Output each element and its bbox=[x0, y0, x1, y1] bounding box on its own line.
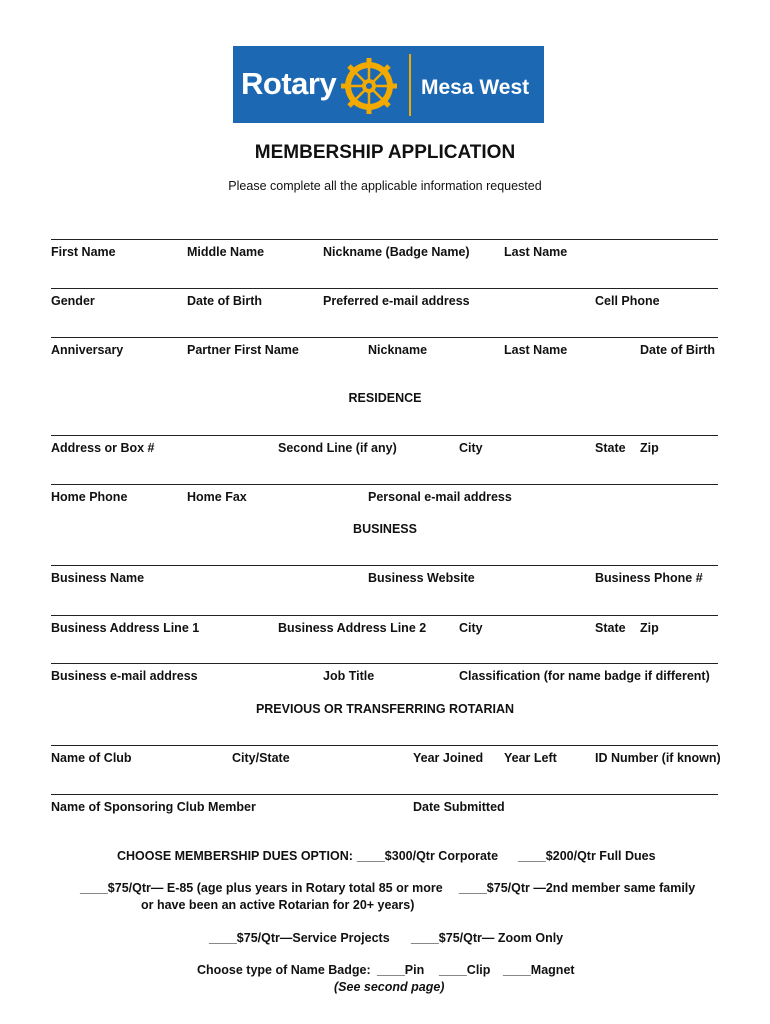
label-second-line: Second Line (if any) bbox=[278, 441, 397, 455]
label-year-joined: Year Joined bbox=[413, 751, 484, 765]
label-job-title: Job Title bbox=[323, 669, 375, 683]
label-id-number: ID Number (if known) bbox=[595, 751, 721, 765]
label-business-email: Business e-mail address bbox=[51, 669, 198, 683]
label-personal-email: Personal e-mail address bbox=[368, 490, 512, 504]
label-address: Address or Box # bbox=[51, 441, 155, 455]
logo-divider bbox=[409, 54, 411, 116]
label-cell-phone: Cell Phone bbox=[595, 294, 660, 308]
page-title: MEMBERSHIP APPLICATION bbox=[254, 142, 516, 163]
label-name-of-club: Name of Club bbox=[51, 751, 132, 765]
dues-option-service-projects[interactable]: ____$75/Qtr—Service Projects bbox=[209, 931, 390, 945]
label-zip: Zip bbox=[640, 441, 659, 455]
input-line-name[interactable] bbox=[51, 239, 718, 240]
rotary-wheel-icon bbox=[341, 58, 397, 114]
label-business-name: Business Name bbox=[51, 571, 145, 585]
page-subtitle: Please complete all the applicable information requested bbox=[228, 179, 542, 193]
input-line-partner[interactable] bbox=[51, 337, 718, 338]
label-year-left: Year Left bbox=[504, 751, 557, 765]
rotary-logo bbox=[233, 46, 544, 123]
label-gender: Gender bbox=[51, 294, 95, 308]
label-last-name: Last Name bbox=[504, 245, 568, 259]
badge-option-pin[interactable]: ____Pin bbox=[377, 963, 425, 977]
label-business-phone: Business Phone # bbox=[595, 571, 703, 585]
input-line-business-name[interactable] bbox=[51, 565, 718, 566]
label-home-phone: Home Phone bbox=[51, 490, 128, 504]
badge-type-label: Choose type of Name Badge: bbox=[197, 963, 371, 977]
dues-option-e85-detail: or have been an active Rotarian for 20+ years) bbox=[141, 898, 415, 912]
dues-option-second-member[interactable]: ____$75/Qtr —2nd member same family bbox=[459, 881, 696, 895]
badge-option-clip[interactable]: ____Clip bbox=[439, 963, 491, 977]
label-business-state: State bbox=[595, 621, 626, 635]
dues-option-zoom[interactable]: ____$75/Qtr— Zoom Only bbox=[411, 931, 564, 945]
badge-option-magnet[interactable]: ____Magnet bbox=[503, 963, 575, 977]
label-preferred-email: Preferred e-mail address bbox=[323, 294, 470, 308]
label-partner-first-name: Partner First Name bbox=[187, 343, 299, 357]
label-classification: Classification (for name badge if different) bbox=[459, 669, 710, 683]
label-date-of-birth: Date of Birth bbox=[187, 294, 262, 308]
dues-heading: CHOOSE MEMBERSHIP DUES OPTION: bbox=[117, 849, 353, 863]
logo-club-name: Mesa West bbox=[421, 76, 530, 99]
label-middle-name: Middle Name bbox=[187, 245, 265, 259]
section-previous-rotarian: PREVIOUS OR TRANSFERRING ROTARIAN bbox=[255, 702, 515, 716]
dues-option-corporate[interactable]: ____$300/Qtr Corporate bbox=[357, 849, 499, 863]
input-line-gender[interactable] bbox=[51, 288, 718, 289]
label-business-address-2: Business Address Line 2 bbox=[278, 621, 427, 635]
label-partner-nickname: Nickname bbox=[368, 343, 428, 357]
section-business: BUSINESS bbox=[353, 522, 417, 536]
dues-option-e85[interactable]: ____$75/Qtr— E-85 (age plus years in Rotary total 85 or more bbox=[80, 881, 443, 895]
section-residence: RESIDENCE bbox=[348, 391, 422, 405]
input-line-address[interactable] bbox=[51, 435, 718, 436]
see-second-page-note: (See second page) bbox=[334, 980, 445, 994]
input-line-sponsor[interactable] bbox=[51, 794, 718, 795]
input-line-club[interactable] bbox=[51, 745, 718, 746]
label-business-address-1: Business Address Line 1 bbox=[51, 621, 200, 635]
input-line-home-phone[interactable] bbox=[51, 484, 718, 485]
label-business-city: City bbox=[459, 621, 483, 635]
label-first-name: First Name bbox=[51, 245, 116, 259]
label-state: State bbox=[595, 441, 626, 455]
label-partner-dob: Date of Birth bbox=[640, 343, 715, 357]
label-nickname-badge: Nickname (Badge Name) bbox=[323, 245, 470, 259]
label-city: City bbox=[459, 441, 483, 455]
label-anniversary: Anniversary bbox=[51, 343, 124, 357]
label-partner-last-name: Last Name bbox=[504, 343, 568, 357]
label-business-zip: Zip bbox=[640, 621, 659, 635]
input-line-business-address[interactable] bbox=[51, 615, 718, 616]
label-business-website: Business Website bbox=[368, 571, 475, 585]
logo-brand-text: Rotary bbox=[241, 66, 337, 101]
input-line-business-email[interactable] bbox=[51, 663, 718, 664]
label-date-submitted: Date Submitted bbox=[413, 800, 505, 814]
label-city-state: City/State bbox=[232, 751, 290, 765]
dues-option-full[interactable]: ____$200/Qtr Full Dues bbox=[518, 849, 656, 863]
label-sponsoring-member: Name of Sponsoring Club Member bbox=[51, 800, 256, 814]
label-home-fax: Home Fax bbox=[187, 490, 247, 504]
